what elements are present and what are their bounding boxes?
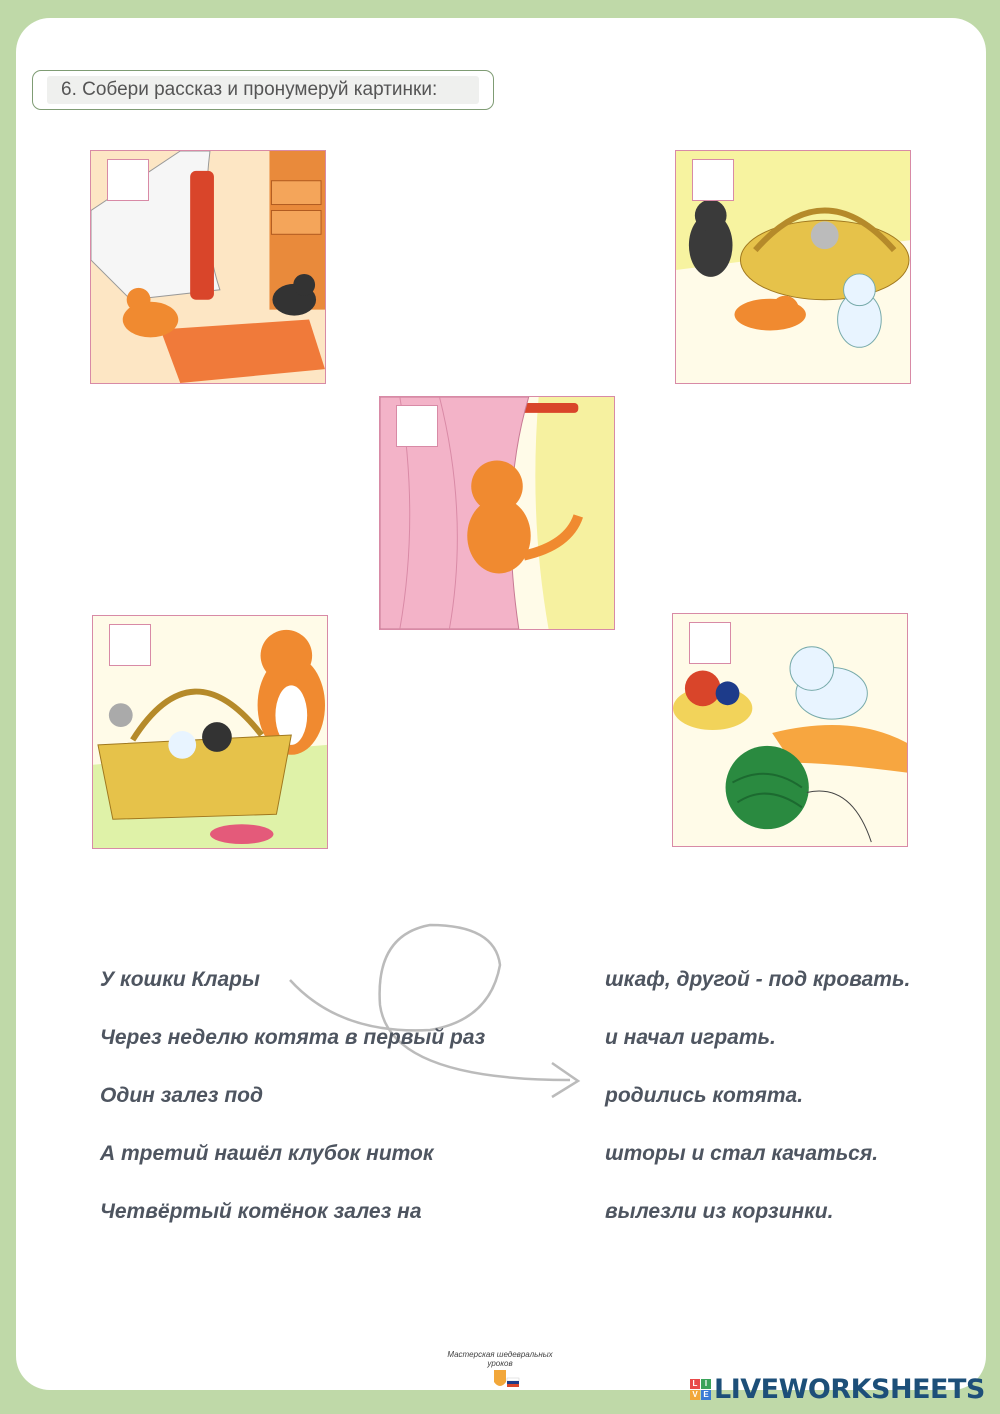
author-logo-caption: Мастерская шедевральных уроков — [447, 1350, 553, 1368]
picture-kitten-with-yarn — [672, 613, 908, 847]
liveworksheets-brand — [690, 1374, 985, 1404]
picture-bed-wardrobe — [90, 150, 326, 384]
liveworksheets-logo-icon: L I V E — [690, 1379, 711, 1400]
right-phrase-2[interactable]: и начал играть. — [605, 1026, 776, 1049]
right-phrase-4[interactable]: шторы и стал качаться. — [605, 1142, 879, 1165]
left-phrase-2[interactable]: Через неделю котята в первый раз — [100, 1026, 486, 1049]
right-phrase-5[interactable]: вылезли из корзинки. — [605, 1200, 834, 1223]
number-box-3[interactable] — [396, 405, 438, 447]
picture-kittens-leave-basket — [675, 150, 911, 384]
shield-logo-icon — [480, 1368, 520, 1392]
left-phrase-1[interactable]: У кошки Клары — [100, 968, 260, 991]
number-box-1[interactable] — [107, 159, 149, 201]
left-phrase-3[interactable]: Один залез под — [100, 1084, 263, 1107]
picture-kitten-on-curtain — [379, 396, 615, 630]
task-title: 6. Собери рассказ и пронумеруй картинки: — [47, 76, 479, 104]
picture-cat-with-basket — [92, 615, 328, 849]
liveworksheets-wordmark: LIVEWORKSHEETS — [714, 1373, 985, 1405]
number-box-5[interactable] — [689, 622, 731, 664]
number-box-4[interactable] — [109, 624, 151, 666]
left-phrase-4[interactable]: А третий нашёл клубок ниток — [100, 1142, 434, 1165]
left-phrase-5[interactable]: Четвёртый котёнок залез на — [100, 1200, 422, 1223]
right-phrase-1[interactable]: шкаф, другой - под кровать. — [605, 968, 911, 991]
task-header — [32, 70, 494, 110]
right-phrase-3[interactable]: родились котята. — [605, 1084, 804, 1107]
author-logo — [440, 1350, 560, 1394]
number-box-2[interactable] — [692, 159, 734, 201]
example-arrow-icon — [280, 915, 600, 1105]
